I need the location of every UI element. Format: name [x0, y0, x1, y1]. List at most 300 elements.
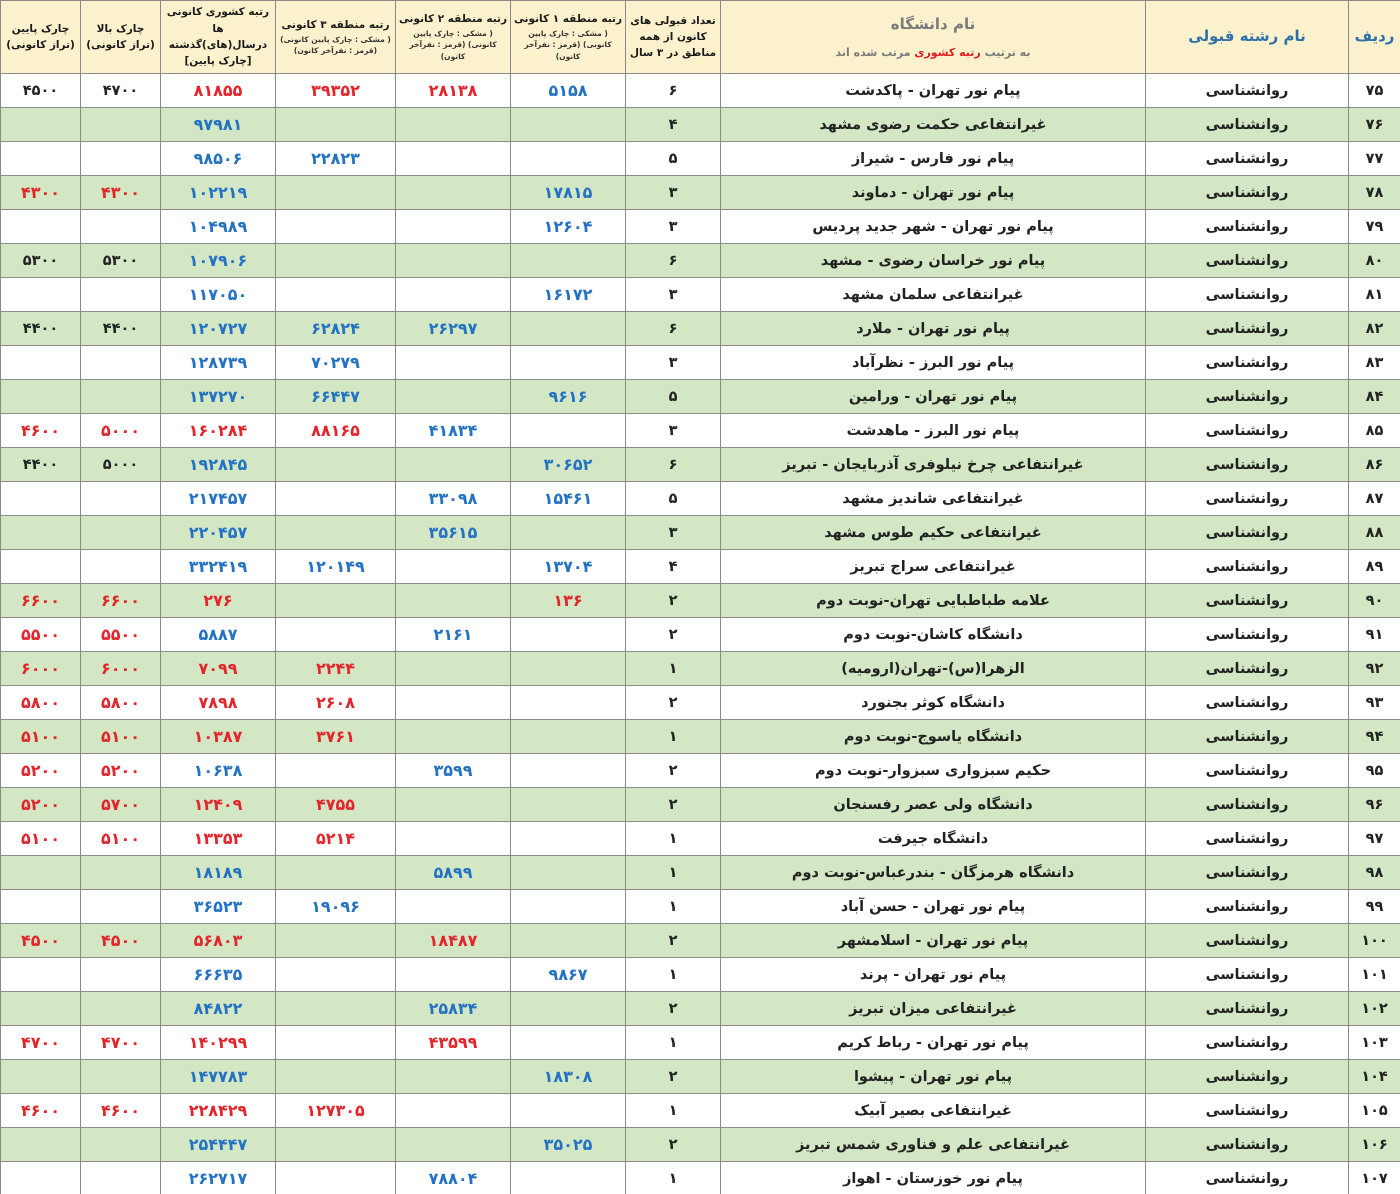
cell-region2-rank	[396, 652, 511, 686]
cell-count: ۶	[626, 312, 721, 346]
cell-national-rank: ۸۴۸۲۲	[161, 992, 276, 1026]
cell-university: دانشگاه یاسوج-نوبت دوم	[721, 720, 1146, 754]
table-row	[1, 482, 1400, 516]
cell-lower-quartile	[1, 1060, 81, 1094]
table-row	[1, 992, 1400, 1026]
cell-major: روانشناسی	[1146, 278, 1349, 312]
cell-region3-rank	[276, 856, 396, 890]
cell-major: روانشناسی	[1146, 550, 1349, 584]
cell-radif: ۷۹	[1349, 210, 1400, 244]
cell-upper-quartile	[81, 516, 161, 550]
cell-university: غیرانتفاعی سراج تبریز	[721, 550, 1146, 584]
cell-count: ۱	[626, 1094, 721, 1128]
cell-upper-quartile	[81, 210, 161, 244]
cell-region3-rank	[276, 516, 396, 550]
cell-lower-quartile	[1, 278, 81, 312]
cell-lower-quartile	[1, 142, 81, 176]
cell-region2-rank: ۷۸۸۰۴	[396, 1162, 511, 1194]
cell-university: غیرانتفاعی بصیر آبیک	[721, 1094, 1146, 1128]
cell-radif: ۸۱	[1349, 278, 1400, 312]
cell-region3-rank	[276, 1162, 396, 1194]
cell-university: دانشگاه کاشان-نوبت دوم	[721, 618, 1146, 652]
cell-upper-quartile	[81, 890, 161, 924]
cell-region1-rank	[511, 856, 626, 890]
cell-upper-quartile	[81, 142, 161, 176]
cell-major: روانشناسی	[1146, 1128, 1349, 1162]
cell-count: ۱	[626, 720, 721, 754]
header-count: تعداد قبولی های کانون از همه مناطق در ۳ سال	[626, 1, 721, 74]
cell-radif: ۱۰۴	[1349, 1060, 1400, 1094]
cell-region1-rank	[511, 1026, 626, 1060]
cell-region3-rank	[276, 176, 396, 210]
cell-national-rank: ۸۱۸۵۵	[161, 74, 276, 108]
cell-major: روانشناسی	[1146, 754, 1349, 788]
cell-upper-quartile: ۵۷۰۰	[81, 788, 161, 822]
cell-region2-rank: ۲۸۱۳۸	[396, 74, 511, 108]
cell-region3-rank	[276, 1026, 396, 1060]
cell-national-rank: ۱۸۱۸۹	[161, 856, 276, 890]
cell-major: روانشناسی	[1146, 720, 1349, 754]
cell-region1-rank: ۱۸۳۰۸	[511, 1060, 626, 1094]
cell-national-rank: ۱۲۰۷۲۷	[161, 312, 276, 346]
cell-region1-rank	[511, 346, 626, 380]
table-row	[1, 380, 1400, 414]
cell-region2-rank	[396, 176, 511, 210]
cell-radif: ۹۴	[1349, 720, 1400, 754]
cell-national-rank: ۱۳۳۵۳	[161, 822, 276, 856]
cell-major: روانشناسی	[1146, 210, 1349, 244]
cell-count: ۲	[626, 584, 721, 618]
cell-lower-quartile: ۶۶۰۰	[1, 584, 81, 618]
cell-count: ۶	[626, 74, 721, 108]
cell-region1-rank	[511, 822, 626, 856]
cell-major: روانشناسی	[1146, 1162, 1349, 1194]
cell-university: پیام نور تهران - اسلامشهر	[721, 924, 1146, 958]
cell-count: ۴	[626, 108, 721, 142]
cell-region3-rank: ۲۲۸۲۳	[276, 142, 396, 176]
cell-region3-rank: ۱۹۰۹۶	[276, 890, 396, 924]
cell-count: ۲	[626, 1060, 721, 1094]
cell-region1-rank: ۱۶۱۷۲	[511, 278, 626, 312]
cell-region1-rank: ۳۵۰۲۵	[511, 1128, 626, 1162]
cell-university: دانشگاه ولی عصر رفسنجان	[721, 788, 1146, 822]
cell-region2-rank: ۵۸۹۹	[396, 856, 511, 890]
cell-major: روانشناسی	[1146, 1094, 1349, 1128]
cell-region2-rank	[396, 1060, 511, 1094]
cell-major: روانشناسی	[1146, 1060, 1349, 1094]
cell-region2-rank	[396, 108, 511, 142]
cell-upper-quartile	[81, 856, 161, 890]
table-row	[1, 652, 1400, 686]
cell-lower-quartile: ۴۶۰۰	[1, 1094, 81, 1128]
header-region2: رتبه منطقه ۲ کانونی ( مشکی : چارک پایین کانونی) (قرمز : نفرآخر کانون)	[396, 1, 511, 74]
cell-lower-quartile: ۵۵۰۰	[1, 618, 81, 652]
cell-national-rank: ۹۸۵۰۶	[161, 142, 276, 176]
cell-region2-rank: ۲۶۲۹۷	[396, 312, 511, 346]
cell-upper-quartile: ۴۷۰۰	[81, 74, 161, 108]
cell-region1-rank	[511, 312, 626, 346]
cell-national-rank: ۱۲۴۰۹	[161, 788, 276, 822]
cell-upper-quartile	[81, 482, 161, 516]
table-row	[1, 890, 1400, 924]
cell-region3-rank: ۶۶۴۴۷	[276, 380, 396, 414]
cell-upper-quartile	[81, 992, 161, 1026]
cell-national-rank: ۱۹۲۸۴۵	[161, 448, 276, 482]
cell-national-rank: ۶۶۶۳۵	[161, 958, 276, 992]
cell-region2-rank	[396, 890, 511, 924]
cell-lower-quartile: ۴۴۰۰	[1, 312, 81, 346]
cell-lower-quartile	[1, 890, 81, 924]
cell-lower-quartile: ۴۵۰۰	[1, 74, 81, 108]
cell-national-rank: ۷۸۹۸	[161, 686, 276, 720]
cell-radif: ۹۰	[1349, 584, 1400, 618]
cell-count: ۱	[626, 856, 721, 890]
cell-upper-quartile: ۵۱۰۰	[81, 822, 161, 856]
cell-radif: ۱۰۳	[1349, 1026, 1400, 1060]
table-row	[1, 1128, 1400, 1162]
cell-major: روانشناسی	[1146, 652, 1349, 686]
cell-region3-rank: ۷۰۲۷۹	[276, 346, 396, 380]
cell-lower-quartile: ۵۲۰۰	[1, 788, 81, 822]
cell-lower-quartile	[1, 210, 81, 244]
cell-lower-quartile	[1, 856, 81, 890]
cell-region1-rank	[511, 244, 626, 278]
cell-radif: ۸۸	[1349, 516, 1400, 550]
cell-region1-rank: ۱۷۸۱۵	[511, 176, 626, 210]
cell-national-rank: ۷۰۹۹	[161, 652, 276, 686]
table-row	[1, 74, 1400, 108]
cell-university: غیرانتفاعی چرخ نیلوفری آذربایجان - تبریز	[721, 448, 1146, 482]
cell-upper-quartile	[81, 380, 161, 414]
cell-region1-rank: ۱۲۶۰۴	[511, 210, 626, 244]
cell-major: روانشناسی	[1146, 618, 1349, 652]
header-university-note: به ترتیب رتبه کشوری مرتب شده اند	[835, 46, 1031, 60]
cell-university: پیام نور خوزستان - اهواز	[721, 1162, 1146, 1194]
cell-lower-quartile	[1, 516, 81, 550]
cell-region2-rank	[396, 142, 511, 176]
cell-radif: ۸۵	[1349, 414, 1400, 448]
cell-count: ۲	[626, 924, 721, 958]
cell-region2-rank	[396, 244, 511, 278]
cell-university: پیام نور تهران - حسن آباد	[721, 890, 1146, 924]
cell-count: ۱	[626, 890, 721, 924]
cell-university: حکیم سبزواری سبزوار-نوبت دوم	[721, 754, 1146, 788]
cell-region2-rank	[396, 346, 511, 380]
cell-upper-quartile	[81, 346, 161, 380]
cell-radif: ۱۰۷	[1349, 1162, 1400, 1194]
cell-major: روانشناسی	[1146, 924, 1349, 958]
cell-radif: ۹۹	[1349, 890, 1400, 924]
cell-national-rank: ۱۰۲۲۱۹	[161, 176, 276, 210]
cell-lower-quartile: ۴۳۰۰	[1, 176, 81, 210]
cell-university: دانشگاه هرمزگان - بندرعباس-نوبت دوم	[721, 856, 1146, 890]
cell-university: دانشگاه جیرفت	[721, 822, 1146, 856]
cell-university: پیام نور تهران - پاکدشت	[721, 74, 1146, 108]
cell-university: پیام نور تهران - رباط کریم	[721, 1026, 1146, 1060]
table-row	[1, 312, 1400, 346]
cell-national-rank: ۱۰۷۹۰۶	[161, 244, 276, 278]
cell-upper-quartile: ۵۲۰۰	[81, 754, 161, 788]
cell-count: ۳	[626, 516, 721, 550]
cell-radif: ۸۲	[1349, 312, 1400, 346]
header-university	[721, 1, 1146, 74]
cell-count: ۱	[626, 652, 721, 686]
cell-region1-rank	[511, 788, 626, 822]
cell-region1-rank	[511, 686, 626, 720]
cell-radif: ۱۰۰	[1349, 924, 1400, 958]
table-row	[1, 108, 1400, 142]
cell-region3-rank: ۱۲۰۱۴۹	[276, 550, 396, 584]
cell-upper-quartile: ۴۵۰۰	[81, 924, 161, 958]
cell-upper-quartile: ۴۶۰۰	[81, 1094, 161, 1128]
cell-upper-quartile: ۵۰۰۰	[81, 448, 161, 482]
cell-region2-rank	[396, 1094, 511, 1128]
cell-national-rank: ۱۶۰۲۸۴	[161, 414, 276, 448]
cell-count: ۶	[626, 244, 721, 278]
cell-region3-rank: ۵۲۱۴	[276, 822, 396, 856]
cell-lower-quartile: ۴۷۰۰	[1, 1026, 81, 1060]
cell-region1-rank: ۱۵۴۶۱	[511, 482, 626, 516]
cell-region3-rank	[276, 584, 396, 618]
cell-radif: ۸۹	[1349, 550, 1400, 584]
cell-region1-rank	[511, 1094, 626, 1128]
cell-university: علامه طباطبایی تهران-نوبت دوم	[721, 584, 1146, 618]
cell-major: روانشناسی	[1146, 482, 1349, 516]
cell-national-rank: ۲۶۲۷۱۷	[161, 1162, 276, 1194]
cell-upper-quartile: ۵۱۰۰	[81, 720, 161, 754]
cell-count: ۵	[626, 380, 721, 414]
cell-lower-quartile	[1, 550, 81, 584]
cell-region3-rank	[276, 482, 396, 516]
cell-count: ۵	[626, 142, 721, 176]
cell-lower-quartile: ۵۸۰۰	[1, 686, 81, 720]
cell-lower-quartile	[1, 1128, 81, 1162]
cell-region3-rank	[276, 618, 396, 652]
cell-radif: ۷۷	[1349, 142, 1400, 176]
cell-national-rank: ۲۱۷۴۵۷	[161, 482, 276, 516]
cell-count: ۳	[626, 414, 721, 448]
cell-major: روانشناسی	[1146, 788, 1349, 822]
cell-radif: ۹۵	[1349, 754, 1400, 788]
cell-university: غیرانتفاعی میزان تبریز	[721, 992, 1146, 1026]
cell-region2-rank	[396, 788, 511, 822]
cell-upper-quartile: ۴۳۰۰	[81, 176, 161, 210]
cell-region3-rank	[276, 754, 396, 788]
cell-university: الزهرا(س)-تهران(ارومیه)	[721, 652, 1146, 686]
table-row	[1, 754, 1400, 788]
cell-major: روانشناسی	[1146, 584, 1349, 618]
cell-major: روانشناسی	[1146, 142, 1349, 176]
cell-major: روانشناسی	[1146, 958, 1349, 992]
cell-count: ۲	[626, 686, 721, 720]
table-row	[1, 448, 1400, 482]
cell-national-rank: ۵۶۸۰۳	[161, 924, 276, 958]
cell-upper-quartile: ۴۴۰۰	[81, 312, 161, 346]
cell-region3-rank: ۳۹۳۵۲	[276, 74, 396, 108]
cell-lower-quartile: ۵۱۰۰	[1, 720, 81, 754]
table-row	[1, 550, 1400, 584]
cell-national-rank: ۳۳۲۴۱۹	[161, 550, 276, 584]
cell-region2-rank	[396, 1128, 511, 1162]
cell-major: روانشناسی	[1146, 244, 1349, 278]
cell-radif: ۹۸	[1349, 856, 1400, 890]
cell-radif: ۸۶	[1349, 448, 1400, 482]
cell-national-rank: ۱۰۳۸۷	[161, 720, 276, 754]
cell-region1-rank	[511, 890, 626, 924]
cell-count: ۲	[626, 992, 721, 1026]
cell-lower-quartile: ۵۲۰۰	[1, 754, 81, 788]
cell-university: پیام نور البرز - ماهدشت	[721, 414, 1146, 448]
table-row	[1, 1060, 1400, 1094]
table-row	[1, 414, 1400, 448]
header-university-title: نام دانشگاه	[890, 14, 976, 33]
cell-count: ۳	[626, 346, 721, 380]
cell-university: پیام نور خراسان رضوی - مشهد	[721, 244, 1146, 278]
table-row	[1, 142, 1400, 176]
table-row	[1, 244, 1400, 278]
header-major: نام رشته قبولی	[1146, 1, 1349, 74]
cell-region3-rank	[276, 1060, 396, 1094]
table-row	[1, 720, 1400, 754]
cell-national-rank: ۲۷۶	[161, 584, 276, 618]
cell-major: روانشناسی	[1146, 414, 1349, 448]
cell-region1-rank: ۵۱۵۸	[511, 74, 626, 108]
cell-radif: ۱۰۱	[1349, 958, 1400, 992]
cell-national-rank: ۱۲۸۷۳۹	[161, 346, 276, 380]
table-row	[1, 278, 1400, 312]
cell-national-rank: ۱۴۷۷۸۳	[161, 1060, 276, 1094]
cell-region1-rank: ۹۸۶۷	[511, 958, 626, 992]
cell-radif: ۱۰۶	[1349, 1128, 1400, 1162]
cell-radif: ۸۰	[1349, 244, 1400, 278]
cell-region1-rank	[511, 142, 626, 176]
cell-lower-quartile: ۴۵۰۰	[1, 924, 81, 958]
cell-lower-quartile	[1, 958, 81, 992]
cell-region1-rank: ۳۰۶۵۲	[511, 448, 626, 482]
cell-upper-quartile: ۵۳۰۰	[81, 244, 161, 278]
cell-region2-rank	[396, 550, 511, 584]
cell-region2-rank	[396, 448, 511, 482]
cell-count: ۶	[626, 448, 721, 482]
cell-region2-rank: ۱۸۴۸۷	[396, 924, 511, 958]
header-region3: رتبه منطقه ۳ کانونی ( مشکی : چارک پایین کانونی) (قرمز : نفرآخر کانون)	[276, 1, 396, 74]
table-row	[1, 618, 1400, 652]
cell-university: غیرانتفاعی حکمت رضوی مشهد	[721, 108, 1146, 142]
cell-region2-rank	[396, 822, 511, 856]
cell-count: ۲	[626, 754, 721, 788]
cell-university: غیرانتفاعی علم و فناوری شمس تبریز	[721, 1128, 1146, 1162]
cell-region2-rank: ۲۵۸۳۴	[396, 992, 511, 1026]
cell-radif: ۷۵	[1349, 74, 1400, 108]
cell-national-rank: ۳۶۵۲۳	[161, 890, 276, 924]
cell-region2-rank	[396, 380, 511, 414]
cell-region3-rank	[276, 958, 396, 992]
table-row	[1, 788, 1400, 822]
cell-major: روانشناسی	[1146, 516, 1349, 550]
cell-radif: ۸۳	[1349, 346, 1400, 380]
cell-region2-rank	[396, 210, 511, 244]
cell-radif: ۹۲	[1349, 652, 1400, 686]
cell-region1-rank	[511, 992, 626, 1026]
cell-upper-quartile	[81, 1162, 161, 1194]
cell-region1-rank	[511, 618, 626, 652]
cell-radif: ۱۰۲	[1349, 992, 1400, 1026]
cell-count: ۳	[626, 176, 721, 210]
table-row	[1, 1026, 1400, 1060]
cell-region3-rank: ۶۲۸۲۴	[276, 312, 396, 346]
cell-region1-rank	[511, 754, 626, 788]
cell-national-rank: ۱۴۰۲۹۹	[161, 1026, 276, 1060]
cell-region2-rank: ۲۱۶۱	[396, 618, 511, 652]
cell-region3-rank	[276, 448, 396, 482]
cell-upper-quartile: ۶۶۰۰	[81, 584, 161, 618]
cell-count: ۱	[626, 1162, 721, 1194]
cell-region2-rank: ۴۳۵۹۹	[396, 1026, 511, 1060]
cell-major: روانشناسی	[1146, 992, 1349, 1026]
cell-region2-rank	[396, 278, 511, 312]
cell-upper-quartile	[81, 108, 161, 142]
cell-national-rank: ۲۲۸۴۲۹	[161, 1094, 276, 1128]
cell-region3-rank	[276, 210, 396, 244]
cell-region1-rank	[511, 720, 626, 754]
cell-national-rank: ۲۲۰۴۵۷	[161, 516, 276, 550]
cell-region2-rank	[396, 584, 511, 618]
cell-count: ۵	[626, 482, 721, 516]
cell-lower-quartile	[1, 1162, 81, 1194]
cell-region1-rank	[511, 652, 626, 686]
cell-region3-rank: ۲۲۴۴	[276, 652, 396, 686]
table-row	[1, 346, 1400, 380]
cell-radif: ۹۱	[1349, 618, 1400, 652]
cell-major: روانشناسی	[1146, 890, 1349, 924]
cell-lower-quartile: ۶۰۰۰	[1, 652, 81, 686]
cell-lower-quartile	[1, 992, 81, 1026]
cell-region1-rank	[511, 1162, 626, 1194]
cell-count: ۳	[626, 278, 721, 312]
cell-region3-rank: ۸۸۱۶۵	[276, 414, 396, 448]
cell-region3-rank	[276, 1128, 396, 1162]
cell-count: ۱	[626, 958, 721, 992]
cell-radif: ۹۷	[1349, 822, 1400, 856]
cell-region2-rank: ۴۱۸۳۴	[396, 414, 511, 448]
cell-region1-rank: ۱۳۶	[511, 584, 626, 618]
cell-national-rank: ۱۳۷۲۷۰	[161, 380, 276, 414]
cell-region3-rank: ۳۷۶۱	[276, 720, 396, 754]
cell-region2-rank	[396, 958, 511, 992]
cell-count: ۱	[626, 1026, 721, 1060]
cell-region3-rank	[276, 108, 396, 142]
cell-upper-quartile: ۵۸۰۰	[81, 686, 161, 720]
cell-region3-rank	[276, 278, 396, 312]
cell-region2-rank	[396, 686, 511, 720]
cell-count: ۳	[626, 210, 721, 244]
cell-region3-rank	[276, 992, 396, 1026]
cell-region2-rank: ۳۵۶۱۵	[396, 516, 511, 550]
table-row	[1, 1094, 1400, 1128]
cell-major: روانشناسی	[1146, 1026, 1349, 1060]
cell-major: روانشناسی	[1146, 176, 1349, 210]
table-row	[1, 686, 1400, 720]
cell-upper-quartile	[81, 1128, 161, 1162]
cell-region1-rank: ۱۳۷۰۴	[511, 550, 626, 584]
cell-lower-quartile: ۵۳۰۰	[1, 244, 81, 278]
cell-region3-rank	[276, 924, 396, 958]
cell-national-rank: ۱۱۷۰۵۰	[161, 278, 276, 312]
cell-count: ۴	[626, 550, 721, 584]
cell-radif: ۸۴	[1349, 380, 1400, 414]
cell-region3-rank: ۲۶۰۸	[276, 686, 396, 720]
header-lower-quartile: چارک پایین (تراز کانونی)	[1, 1, 81, 74]
